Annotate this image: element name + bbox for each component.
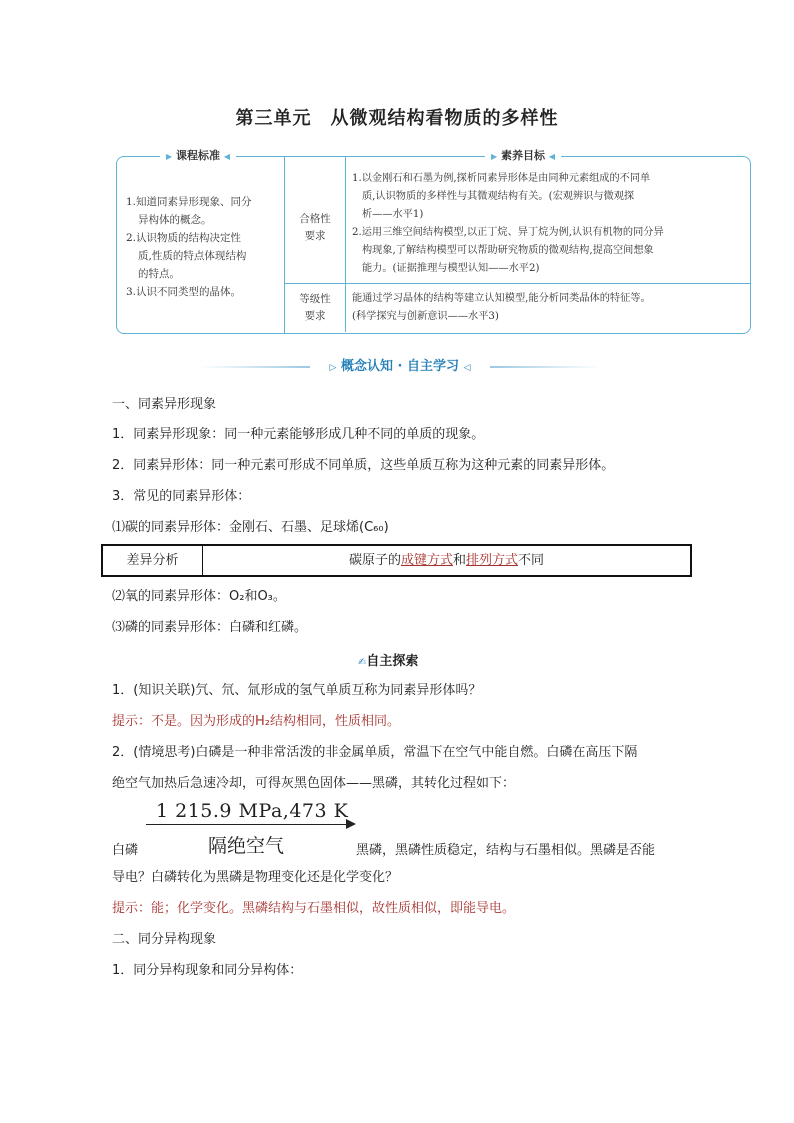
page-title: 第三单元 从微观结构看物质的多样性 (235, 108, 559, 129)
goal-line: 2.运用三维空间结构模型,以正丁烷、异丁烷为例,认识有机物的同分异 (352, 227, 664, 238)
advanced-label: 等级性 要求 (299, 293, 331, 322)
difference-table (101, 544, 692, 577)
goals-row-divider (284, 283, 750, 284)
standards-divider (284, 156, 285, 333)
goal-line: 1.以金刚石和石墨为例,探析同素异形体是由同种元素组成的不同单 (352, 173, 651, 184)
standards-line: 2.认识物质的结构决定性 (126, 232, 242, 244)
qualified-label: 合格性 要求 (299, 213, 331, 242)
standards-line: 3.认识不同类型的晶体。 (126, 286, 242, 298)
section1-item3: 3．常见的同素异形体： (112, 489, 251, 504)
triangle-icon: ▶ (166, 152, 173, 161)
oxygen-allotropes: ⑵氧的同素异形体：O₂和O₃。 (112, 589, 286, 604)
term-bonding: 成键方式 (400, 553, 453, 568)
section1-heading: 一、同素异形现象 (112, 397, 217, 412)
difference-value: 碳原子的成键方式和排列方式不同 (348, 553, 545, 568)
reaction-condition-bottom: 隔绝空气 (208, 835, 285, 857)
explore-heading: ✍自主探索 (358, 654, 419, 669)
carbon-allotropes: ⑴碳的同素异形体：金刚石、石墨、足球烯(C₆₀) (112, 520, 389, 535)
pen-icon: ✍ (358, 657, 367, 668)
goal-line: 能通过学习晶体的结构等建立认知模型,能分析同类晶体的特征等。 (352, 293, 651, 304)
reaction-condition-top: 1 215.9 MPa,473 K (156, 800, 349, 822)
phosphorus-allotropes: ⑶磷的同素异形体：白磷和红磷。 (112, 620, 308, 635)
section1-item2: 2．同素异形体：同一种元素可形成不同单质，这些单质互称为这种元素的同素异形体。 (112, 458, 615, 473)
reaction-arrow (146, 824, 352, 825)
play-icon: ▷ (329, 363, 337, 373)
banner-line-left (200, 366, 310, 368)
section2-heading: 二、同分异构现象 (112, 932, 217, 947)
standards-line: 的特点。 (138, 268, 180, 280)
section-banner: ▷ 概念认知 · 自主学习 ◁ (200, 357, 600, 377)
reactant: 白磷 (112, 843, 139, 858)
reaction-product-text: 黑磷，黑磷性质稳定，结构与石墨相似。黑磷是否能 (356, 843, 656, 858)
goal-line: 能力。(证据推理与模型认知——水平2) (362, 263, 540, 274)
answer-2: 提示：能；化学变化。黑磷结构与石墨相似，故性质相似，即能导电。 (112, 901, 516, 916)
goals-header: ▶ 素养目标 ◀ (485, 149, 561, 164)
banner-line-right (490, 366, 600, 368)
goal-line: (科学探究与创新意识——水平3) (352, 311, 499, 322)
question-1: 1．(知识关联)氕、氘、氚形成的氢气单质互称为同素异形体吗？ (112, 683, 482, 698)
arrow-head-icon (346, 819, 356, 829)
goal-line: 析——水平1) (362, 209, 424, 220)
section2-item1: 1．同分异构现象和同分异构体： (112, 963, 303, 978)
standards-header: ▶ 课程标准 ◀ (160, 149, 236, 164)
standards-line: 异构体的概念。 (138, 214, 212, 226)
difference-label: 差异分析 (103, 546, 203, 575)
standards-list (126, 193, 284, 301)
goals-divider (345, 157, 346, 332)
goal-line: 质,认识物质的多样性与其微观结构有关。(宏观辨识与微观探 (362, 191, 635, 202)
qualified-goals (352, 170, 748, 278)
answer-1: 提示：不是。因为形成的H₂结构相同，性质相同。 (112, 714, 400, 729)
question-2-line1: 2．(情境思考)白磷是一种非常活泼的非金属单质，常温下在空气中能自燃。白磷在高压下隔 (112, 745, 638, 760)
term-arrangement: 排列方式 (466, 553, 519, 568)
question-2-line2: 绝空气加热后急速冷却，可得灰黑色固体——黑磷，其转化过程如下： (112, 776, 516, 791)
triangle-icon: ▶ (491, 152, 498, 161)
advanced-goals (352, 290, 748, 326)
triangle-icon: ◀ (548, 152, 555, 161)
question-2-line4: 导电？白磷转化为黑磷是物理变化还是化学变化？ (112, 870, 399, 885)
goal-line: 构现象,了解结构模型可以帮助研究物质的微观结构,提高空间想象 (362, 245, 654, 256)
play-back-icon: ◁ (463, 363, 471, 373)
standards-line: 1.知道同素异形现象、同分 (126, 196, 252, 208)
triangle-icon: ◀ (223, 152, 230, 161)
standards-line: 质,性质的特点体现结构 (138, 250, 247, 262)
section1-item1: 1．同素异形现象：同一种元素能够形成几种不同的单质的现象。 (112, 427, 485, 442)
